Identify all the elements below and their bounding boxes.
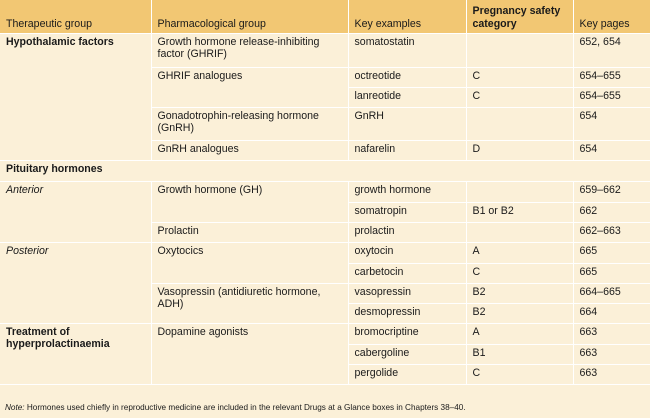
key-example-cell: lanreotide bbox=[348, 88, 466, 108]
key-example-cell: octreotide bbox=[348, 68, 466, 88]
pharmacological-group-cell: Prolactin bbox=[151, 223, 348, 243]
pregnancy-category-cell: B1 bbox=[466, 345, 573, 365]
key-example-cell: bromocriptine bbox=[348, 324, 466, 345]
key-pages-cell: 664–665 bbox=[573, 284, 650, 304]
table-row bbox=[0, 324, 650, 345]
table-footnote bbox=[0, 398, 650, 418]
pregnancy-category-cell bbox=[466, 182, 573, 203]
key-pages-cell: 652, 654 bbox=[573, 34, 650, 68]
pregnancy-category-cell: B2 bbox=[466, 284, 573, 304]
pregnancy-category-cell bbox=[466, 108, 573, 141]
pregnancy-category-cell bbox=[466, 34, 573, 68]
header-therapeutic-group: Therapeutic group bbox=[0, 0, 151, 34]
pharmacological-group-cell: GnRH analogues bbox=[151, 141, 348, 161]
pregnancy-category-cell: A bbox=[466, 324, 573, 345]
pharmacological-group-cell: Growth hormone release-inhibiting factor (GHRIF) bbox=[151, 34, 348, 68]
key-pages-cell: 654–655 bbox=[573, 68, 650, 88]
pregnancy-category-cell: B2 bbox=[466, 304, 573, 324]
key-example-cell: growth hormone bbox=[348, 182, 466, 203]
key-pages-cell: 665 bbox=[573, 243, 650, 264]
pregnancy-category-cell: B1 or B2 bbox=[466, 203, 573, 223]
pharmacological-group-cell: Oxytocics bbox=[151, 243, 348, 284]
note-text: Hormones used chiefly in reproductive medicine are included in the relevant Drugs at a Glance boxes in Chapters 38–40. bbox=[24, 403, 466, 412]
header-key-examples: Key examples bbox=[348, 0, 466, 34]
table-row bbox=[0, 182, 650, 203]
key-pages-cell: 654–655 bbox=[573, 88, 650, 108]
table-row bbox=[0, 34, 650, 68]
key-example-cell: pergolide bbox=[348, 365, 466, 385]
key-pages-cell: 662–663 bbox=[573, 223, 650, 243]
key-pages-cell: 654 bbox=[573, 108, 650, 141]
key-example-cell: carbetocin bbox=[348, 264, 466, 284]
pregnancy-category-cell: A bbox=[466, 243, 573, 264]
header-key-pages: Key pages bbox=[573, 0, 650, 34]
therapeutic-group-cell: Treatment of hyperprolactinaemia bbox=[0, 324, 151, 385]
therapeutic-group-cell: Hypothalamic factors bbox=[0, 34, 151, 161]
pharmacological-group-cell: Vasopressin (antidiuretic hormone, ADH) bbox=[151, 284, 348, 324]
key-example-cell: nafarelin bbox=[348, 141, 466, 161]
pregnancy-category-cell: C bbox=[466, 88, 573, 108]
key-example-cell: somatropin bbox=[348, 203, 466, 223]
key-pages-cell: 663 bbox=[573, 345, 650, 365]
header-pharmacological-group: Pharmacological group bbox=[151, 0, 348, 34]
key-pages-cell: 665 bbox=[573, 264, 650, 284]
key-example-cell: somatostatin bbox=[348, 34, 466, 68]
pregnancy-category-cell bbox=[466, 223, 573, 243]
key-pages-cell: 659–662 bbox=[573, 182, 650, 203]
pregnancy-category-cell: C bbox=[466, 365, 573, 385]
header-pregnancy-safety-category: Pregnancy safety category bbox=[466, 0, 573, 34]
table-row bbox=[0, 243, 650, 264]
pharmacological-group-cell: Gonadotrophin-releasing hormone (GnRH) bbox=[151, 108, 348, 141]
key-example-cell: cabergoline bbox=[348, 345, 466, 365]
key-pages-cell: 654 bbox=[573, 141, 650, 161]
key-example-cell: prolactin bbox=[348, 223, 466, 243]
key-pages-cell: 662 bbox=[573, 203, 650, 223]
key-example-cell: GnRH bbox=[348, 108, 466, 141]
header-row bbox=[0, 0, 650, 34]
therapeutic-subgroup-cell: Anterior bbox=[0, 182, 151, 243]
pregnancy-category-cell: C bbox=[466, 264, 573, 284]
pharmacological-group-cell: Growth hormone (GH) bbox=[151, 182, 348, 223]
key-pages-cell: 663 bbox=[573, 324, 650, 345]
section-row bbox=[0, 161, 650, 182]
pharmacological-group-cell: GHRIF analogues bbox=[151, 68, 348, 108]
key-example-cell: vasopressin bbox=[348, 284, 466, 304]
section-title-cell: Pituitary hormones bbox=[0, 161, 650, 182]
key-pages-cell: 663 bbox=[573, 365, 650, 385]
pregnancy-category-cell: C bbox=[466, 68, 573, 88]
key-example-cell: desmopressin bbox=[348, 304, 466, 324]
key-example-cell: oxytocin bbox=[348, 243, 466, 264]
therapeutic-subgroup-cell: Posterior bbox=[0, 243, 151, 324]
pharmacological-group-cell: Dopamine agonists bbox=[151, 324, 348, 385]
pregnancy-category-cell: D bbox=[466, 141, 573, 161]
key-pages-cell: 664 bbox=[573, 304, 650, 324]
note-label: Note: bbox=[5, 403, 25, 412]
